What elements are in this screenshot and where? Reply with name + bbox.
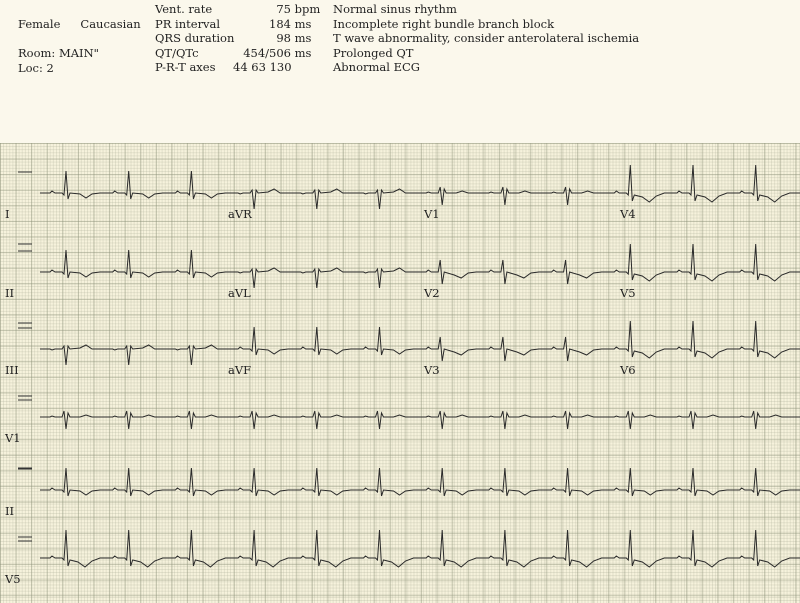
interpretation-line: Abnormal ECG [333, 60, 420, 74]
measurement-unit: ms [294, 16, 312, 31]
measurement-value: 44 63 130 [233, 60, 292, 74]
measurement-label: Vent. rate [155, 2, 213, 16]
interpretation-line: Prolonged QT [333, 45, 414, 60]
measurement-unit: bpm [294, 2, 321, 16]
lead-label: aVF [228, 363, 252, 377]
measurement-label: QRS duration [155, 31, 235, 45]
patient-race: Caucasian [80, 17, 141, 31]
calibration-mark [18, 469, 32, 541]
measurement-label: PR interval [155, 16, 221, 31]
patient-loc: Loc: 2 [18, 60, 54, 75]
lead-label: V2 [424, 286, 440, 300]
measurement-unit: ms [294, 45, 312, 60]
patient-sex: Female [18, 17, 61, 31]
lead-label: V3 [424, 363, 440, 377]
lead-label: V5 [5, 572, 21, 586]
ecg-trace-row [40, 321, 800, 365]
interpretation-line: Incomplete right bundle branch block [333, 16, 555, 31]
measurement-value: 184 [269, 16, 291, 31]
measurement-unit: ms [294, 31, 312, 45]
measurement-value: 98 [276, 31, 291, 45]
lead-label: aVR [228, 207, 252, 221]
lead-label: V5 [620, 286, 636, 300]
lead-label: aVL [228, 286, 251, 300]
ecg-trace-row [40, 411, 800, 429]
calibration-mark [18, 328, 32, 400]
calibration-mark [18, 537, 32, 603]
lead-label: V1 [5, 431, 21, 445]
lead-label: V1 [424, 207, 440, 221]
lead-label: III [5, 363, 19, 377]
ecg-trace-row [40, 530, 800, 567]
lead-label: II [5, 286, 15, 300]
lead-label: V6 [620, 363, 636, 377]
calibration-mark [18, 251, 32, 323]
calibration-mark [18, 172, 32, 244]
lead-label: V4 [620, 207, 636, 221]
measurement-label: QT/QTc [155, 45, 199, 60]
lead-label: I [5, 207, 10, 221]
interpretation-line: Normal sinus rhythm [333, 2, 457, 16]
measurement-value: 75 [276, 2, 291, 16]
ecg-trace-row [40, 244, 800, 288]
interpretation-line: T wave abnormality, consider anterolateral ischemia [333, 31, 640, 45]
patient-room: Room: MAIN" [18, 46, 99, 60]
ecg-trace-row [40, 468, 800, 496]
lead-label: II [5, 504, 15, 518]
measurement-label: P-R-T axes [155, 60, 216, 74]
ecg-trace-row [40, 165, 800, 209]
measurement-value: 454/506 [243, 45, 291, 60]
